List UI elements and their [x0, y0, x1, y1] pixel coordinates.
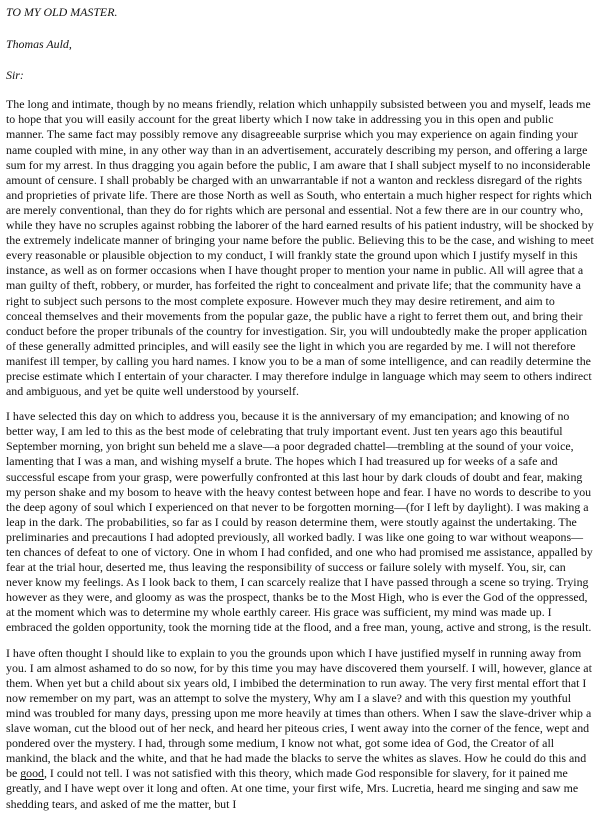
greeting: Sir:: [6, 68, 24, 83]
underlined-word: good: [20, 766, 44, 781]
paragraph-text: [6, 646, 594, 812]
paragraph-text-part: I have often thought I should like to explain to you the grounds upon which I have justified myself in running away from you. I am almost ashamed to do so now, for by this time you may have discovered them yourself. I will, however, glance at them. When yet but a child about six years old, I imbibed the determination to run away. The very first mental effort that I now remember on my part, was an attempt to solve the mystery, Why am I a slave? and with this question my youthful mind was troubled for many days, pressing upon me more heavily at times than others. When I saw the slave-driver whip a slave woman, cut the blood out of her neck, and heard her piteous cries, I went away into the corner of the fence, wept and pondered over the mystery. I had, through some medium, I know not what, got some idea of God, the Creator of all mankind, the black and the white, and that he had made the blacks to serve the whites as slaves. How he could do this and be: [6, 645, 592, 781]
paragraph-text-part: , I could not tell. I was not satisfied with this theory, which made God responsible for slavery, for it pained me greatly, and I have wept over it long and often. At one time, your first wife, Mrs. Lucretia, heard me singing and saw me shedding tears, and asked of me the matter, but I: [6, 766, 579, 811]
paragraph-2: [6, 409, 594, 635]
paragraph-1: [6, 97, 594, 399]
paragraph-text: I have selected this day on which to address you, because it is the anniversary of my emancipation; and knowing of no better way, I am led to this as the best mode of celebrating that truly important event. Just ten years ago this beautiful September morning, yon bright sun beheld me a slave—a poor degraded chattel—trembling at the sound of your voice, lamenting that I was a man, and wishing myself a brute. The hopes which I had treasured up for weeks of a safe and successful escape from your grasp, were powerfully confronted at this last hour by dark clouds of doubt and fear, making my person shake and my bosom to heave with the heavy contest between hope and fear. I have no words to describe to you the deep agony of soul which I experienced on that never to be forgotten morning—(for I left by daylight). I was making a leap in the dark. The probabilities, so far as I could by reason determine them, were stoutly against the undertaking. The preliminaries and precautions I had adopted previously, all worked badly. I was like one going to war without weapons—ten chances of defeat to one of victory. One in whom I had confided, and one who had promised me assistance, appalled by fear at the trial hour, deserted me, thus leaving the responsibility of success or failure solely with myself. You, sir, can never know my feelings. As I look back to them, I can scarcely realize that I have passed through a scene so trying. Trying however as they were, and gloomy as was the prospect, thanks be to the Most High, who is ever the God of the oppressed, at the moment which was to determine my whole earthly career. His grace was sufficient, my mind was made up. I embraced the golden opportunity, took the morning tide at the flood, and a free man, young, active and strong, is the result.: [6, 409, 593, 635]
letter-heading: TO MY OLD MASTER.: [6, 5, 118, 19]
recipient-name: Thomas Auld,: [6, 37, 72, 52]
paragraph-3: [6, 646, 594, 812]
paragraph-text: The long and intimate, though by no means friendly, relation which unhappily subsisted between you and myself, leads me to hope that you will easily account for the great liberty which I now take in addressing you in this open and public manner. The same fact may possibly remove any disagreeable surprise which you may experience on again finding your name coupled with mine, in any other way than in an advertisement, accurately describing my person, and offering a large sum for my arrest. In thus dragging you again before the public, I am aware that I shall subject myself to no inconsiderable amount of censure. I shall probably be charged with an unwarrantable if not a wanton and reckless disregard of the rights and proprieties of private life. There are those North as well as South, who entertain a much higher respect for rights which are merely conventional, than they do for rights which are personal and essential. Not a few there are in our country who, while they have no scruples against robbing the laborer of the hard earned results of his patient industry, will be shocked by the extremely indelicate manner of bringing your name before the public. Believing this to be the case, and wishing to meet every reasonable or plausible objection to my conduct, I will frankly state the ground upon which I justify myself in this instance, as well as on former occasions when I have thought proper to mention your name in public. All will agree that a man guilty of theft, robbery, or murder, has forfeited the right to concealment and private life; that the community have a right to subject such persons to the most complete exposure. However much they may desire retirement, and aim to conceal themselves and their movements from the popular gaze, the public have a right to ferret them out, and bring their conduct before the proper tribunals of the country for investigation. Sir, you will undoubtedly make the proper application of these generally admitted principles, and will easily see the light in which you are regarded by me. I will not therefore manifest ill temper, by calling you hard names. I know you to be a man of some intelligence, and can readily determine the precise estimate which I entertain of your character. I may therefore indulge in language which may seem to others indirect and ambiguous, and yet be quite well understood by yourself.: [6, 97, 594, 399]
